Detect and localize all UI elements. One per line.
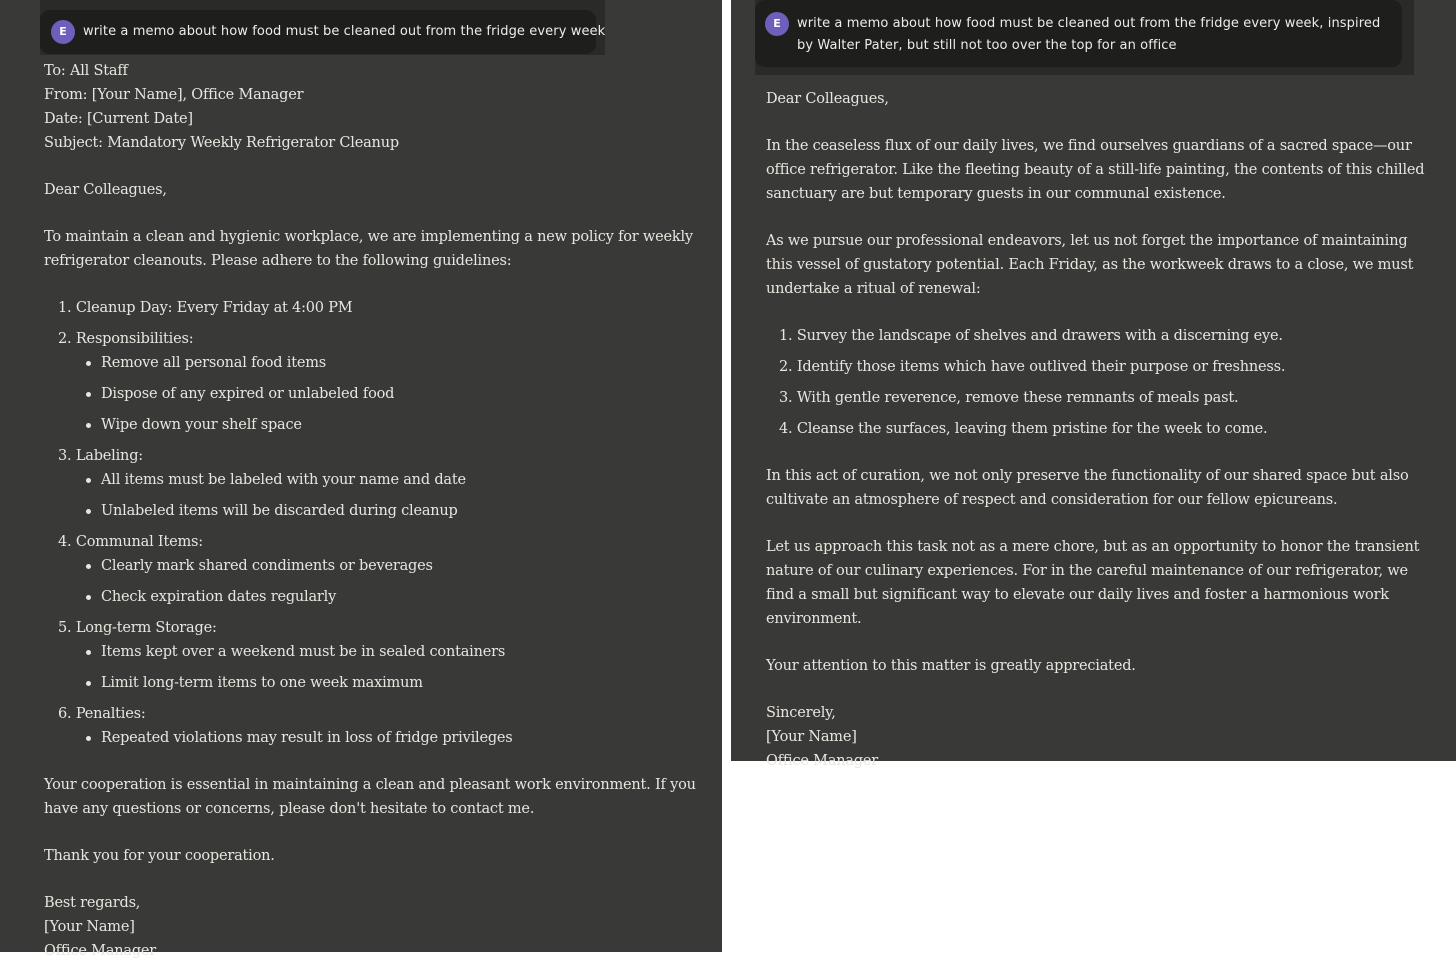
memo-signature-title: Office Manager (766, 753, 879, 769)
bullet-icon (86, 423, 91, 428)
user-prompt-bubble[interactable] (755, 0, 1402, 67)
bullet-icon (86, 736, 91, 741)
list-item: 2. Identify those items which have outlived their purpose or freshness. (779, 359, 1286, 375)
memo-paragraph: Your attention to this matter is greatly appreciated. (766, 658, 1136, 674)
sub-list (58, 468, 696, 523)
sub-list (58, 640, 696, 695)
sub-list-item: Items kept over a weekend must be in sealed containers (101, 640, 696, 664)
sub-list-item: All items must be labeled with your name and date (101, 468, 696, 492)
bullet-icon (86, 681, 91, 686)
bullet-icon (86, 650, 91, 655)
memo-to: To: All Staff (44, 63, 128, 79)
memo-thanks: Thank you for your cooperation. (44, 848, 275, 864)
sub-list-item: Dispose of any expired or unlabeled food (101, 382, 696, 406)
user-prompt-bubble[interactable] (40, 10, 606, 54)
list-item (58, 444, 696, 523)
memo-intro: To maintain a clean and hygienic workplace, we are implementing a new policy for weekly refrigerator cleanouts. Please adhere to the following guidelines: (44, 229, 693, 269)
sub-list (58, 351, 696, 437)
memo-response (44, 59, 696, 963)
memo-greeting: Dear Colleagues, (44, 182, 167, 198)
sub-list-item: Repeated violations may result in loss of fridge privileges (101, 726, 696, 750)
memo-closing-paragraph: Your cooperation is essential in maintaining a clean and pleasant work environment. If you have any questions or concerns, please don't hesitate to contact me. (44, 777, 696, 817)
bullet-icon (86, 361, 91, 366)
list-item (58, 616, 696, 695)
user-avatar: E (765, 12, 789, 36)
memo-from: From: [Your Name], Office Manager (44, 87, 304, 103)
user-prompt (755, 0, 1414, 75)
bullet-icon (86, 392, 91, 397)
list-item: 3. With gentle reverence, remove these remnants of meals past. (779, 390, 1239, 406)
pater-memo-response (766, 87, 1431, 773)
memo-signoff: Best regards, (44, 895, 141, 911)
memo-signoff: Sincerely, (766, 705, 836, 721)
user-prompt-text: write a memo about how food must be cleaned out from the fridge every week (83, 24, 606, 39)
bullet-icon (86, 478, 91, 483)
list-item-label: 4. Communal Items: (58, 534, 203, 550)
list-item-label: 6. Penalties: (58, 706, 146, 722)
sub-list-item: Check expiration dates regularly (101, 585, 696, 609)
sub-list-item: Wipe down your shelf space (101, 413, 696, 437)
ritual-steps-list (766, 324, 1431, 441)
guidelines-list (44, 296, 696, 750)
memo-greeting: Dear Colleagues, (766, 91, 889, 107)
memo-paragraph: In this act of curation, we not only preserve the functionality of our shared space but also cultivate an atmosphere of respect and consideration for our fellow epicureans. (766, 468, 1409, 508)
list-item-label: 2. Responsibilities: (58, 331, 194, 347)
list-item (58, 530, 696, 609)
list-item (58, 296, 696, 320)
user-avatar: E (51, 20, 75, 44)
memo-signature-title: Office Manager (44, 943, 157, 959)
sub-list (58, 554, 696, 609)
sub-list-item: Remove all personal food items (101, 351, 696, 375)
memo-paragraph: As we pursue our professional endeavors, let us not forget the importance of maintaining this vessel of gustatory potential. Each Friday, as the workweek draws to a close, we must undertake a ritual of renewal: (766, 233, 1414, 297)
bullet-icon (86, 595, 91, 600)
memo-signature-name: [Your Name] (766, 729, 857, 745)
sub-list-item: Limit long-term items to one week maximum (101, 671, 696, 695)
sub-list-item: Clearly mark shared condiments or beverages (101, 554, 696, 578)
list-item-label: 3. Labeling: (58, 448, 143, 464)
bullet-icon (86, 564, 91, 569)
user-prompt (40, 0, 605, 55)
memo-date: Date: [Current Date] (44, 111, 193, 127)
list-item (58, 327, 696, 437)
memo-paragraph: In the ceaseless flux of our daily lives, we find ourselves guardians of a sacred space—our office refrigerator. Like the fleeting beauty of a still-life painting, the contents of this chilled sanctuary are but temporary guests in our communal existence. (766, 138, 1425, 202)
memo-subject: Subject: Mandatory Weekly Refrigerator Cleanup (44, 135, 399, 151)
list-item-label: 1. Cleanup Day: Every Friday at 4:00 PM (58, 300, 353, 316)
sub-list (58, 726, 696, 750)
list-item-label: 5. Long-term Storage: (58, 620, 217, 636)
bullet-icon (86, 509, 91, 514)
memo-paragraph: Let us approach this task not as a mere chore, but as an opportunity to honor the transient nature of our culinary experiences. For in the careful maintenance of our refrigerator, we find a small but significant way to elevate our daily lives and foster a harmonious work environment. (766, 539, 1420, 627)
user-prompt-text: write a memo about how food must be cleaned out from the fridge every week, inspired by Walter Pater, but still not too over the top for an office (797, 16, 1381, 53)
list-item (58, 702, 696, 750)
sub-list-item: Unlabeled items will be discarded during cleanup (101, 499, 696, 523)
list-item: 1. Survey the landscape of shelves and drawers with a discerning eye. (779, 328, 1283, 344)
list-item: 4. Cleanse the surfaces, leaving them pristine for the week to come. (779, 421, 1268, 437)
memo-signature-name: [Your Name] (44, 919, 135, 935)
